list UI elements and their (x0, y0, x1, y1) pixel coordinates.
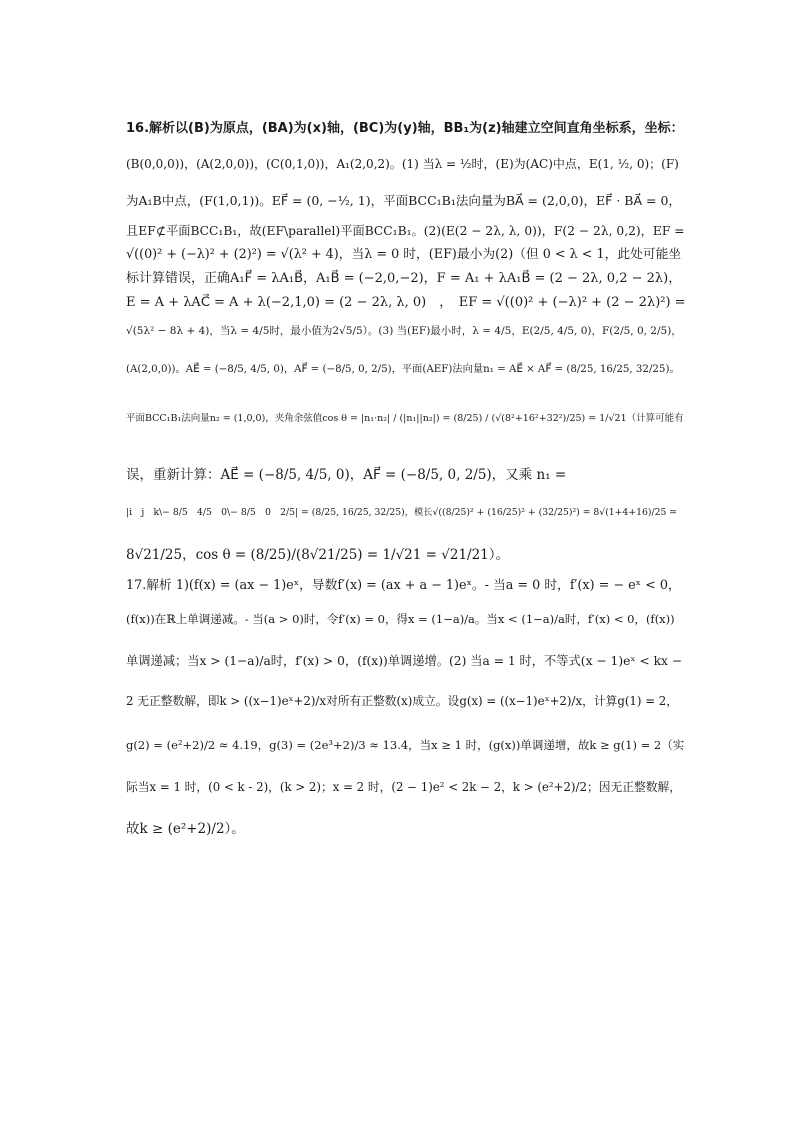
q17-line-5: g(2) = (e²+2)/2 ≈ 4.19，g(3) = (2e³+2)/3 ≈ 13.4，当x ≥ 1 时，(g(x))单调递增，故k ≥ g(1) = 2（实 (126, 738, 685, 752)
q16-line-3: 为A₁B中点，(F(1,0,1))。EF⃗ = (0, −½, 1)，平面BCC₁B₁法向量为BA⃗ = (2,0,0)，EF⃗ · BA⃗ = 0， (126, 193, 681, 208)
q16-line-8: √(5λ² − 8λ + 4)，当λ = 4/5时，最小值为2√5/5）。(3) 当(EF)最小时，λ = 4/5，E(2/5, 4/5, 0)，F(2/5, 0, 2/5)， (126, 325, 682, 337)
q17-line-2: (f(x))在ℝ上单调递减。- 当(a > 0)时，令f′(x) = 0，得x = (1−a)/a。当x < (1−a)/a时，f′(x) < 0，(f(x)) (126, 612, 675, 626)
q16-line-2: (B(0,0,0))，(A(2,0,0))，(C(0,1,0))，A₁(2,0,2)。(1) 当λ = ½时，(E)为(AC)中点，E(1, ½, 0)；(F) (126, 157, 679, 171)
q16-line-11: 误，重新计算：AE⃗ = (−8/5, 4/5, 0)，AF⃗ = (−8/5, 0, 2/5)，又乘 n₁ = (126, 467, 567, 483)
q17-line-4: 2 无正整数解，即k > ((x−1)eˣ+2)/x对所有正整数(x)成立。设g(x) = ((x−1)eˣ+2)/x，计算g(1) = 2， (126, 694, 679, 708)
q16-line-13: 8√21/25，cos θ = (8/25)/(8√21/25) = 1/√21 = √21/21）。 (126, 547, 510, 563)
q16-line-10: 平面BCC₁B₁法向量n₂ = (1,0,0)，夹角余弦值cos θ = |n₁·n₂| / (|n₁||n₂|) = (8/25) / (√(8²+16²+32²)/25) = 1/√21（计算可能有 (126, 413, 684, 424)
q16-line-1: 16.解析以(B)为原点，(BA)为(x)轴，(BC)为(y)轴，BB₁为(z)轴建立空间直角坐标系，坐标： (126, 121, 684, 136)
q16-line-5: √((0)² + (−λ)² + (2)²) = √(λ² + 4)，当λ = 0 时，(EF)最小为(2)（但 0 < λ < 1，此处可能坐 (126, 247, 682, 262)
q16-line-7: E = A + λAC⃗ = A + λ(−2,1,0) = (2 − 2λ, λ, 0) ， EF = √((0)² + (−λ)² + (2 − 2λ)²) = (126, 295, 686, 310)
q17-line-7: 故k ≥ (e²+2)/2）。 (126, 821, 245, 837)
q17-line-6: 际当x = 1 时，(0 < k - 2)，(k > 2)；x = 2 时，(2 − 1)e² < 2k − 2，k > (e²+2)/2；因无正整数解， (126, 780, 681, 794)
q17-line-3: 单调递减；当x > (1−a)/a时，f′(x) > 0，(f(x))单调递增。(2) 当a = 1 时，不等式(x − 1)eˣ < kx − (126, 654, 683, 668)
q16-line-6: 标计算错误，正确A₁F⃗ = λA₁B⃗，A₁B⃗ = (−2,0,−2)，F = A₁ + λA₁B⃗ = (2 − 2λ, 0,2 − 2λ)， (126, 271, 682, 286)
q16-line-4: 且EF⊄平面BCC₁B₁，故(EF\parallel)平面BCC₁B₁。(2)(E(2 − 2λ, λ, 0))，F(2 − 2λ, 0,2)，EF = (126, 224, 685, 238)
q16-line-9: (A(2,0,0))。AE⃗ = (−8/5, 4/5, 0)，AF⃗ = (−8/5, 0, 2/5)，平面(AEF)法向量n₁ = AE⃗ × AF⃗ = (8/25, 16/25, 32/25)。 (126, 363, 680, 375)
q16-line-12: |i j k\− 8/5 4/5 0\− 8/5 0 2/5| = (8/25, 16/25, 32/25)，模长√((8/25)² + (16/25)² + (32/25)²) = 8√(1+4+16)/25 = (126, 507, 678, 518)
q17-line-1: 17.解析 1)(f(x) = (ax − 1)eˣ，导数f′(x) = (ax + a − 1)eˣ。- 当a = 0 时，f′(x) = − eˣ < 0， (126, 578, 681, 593)
